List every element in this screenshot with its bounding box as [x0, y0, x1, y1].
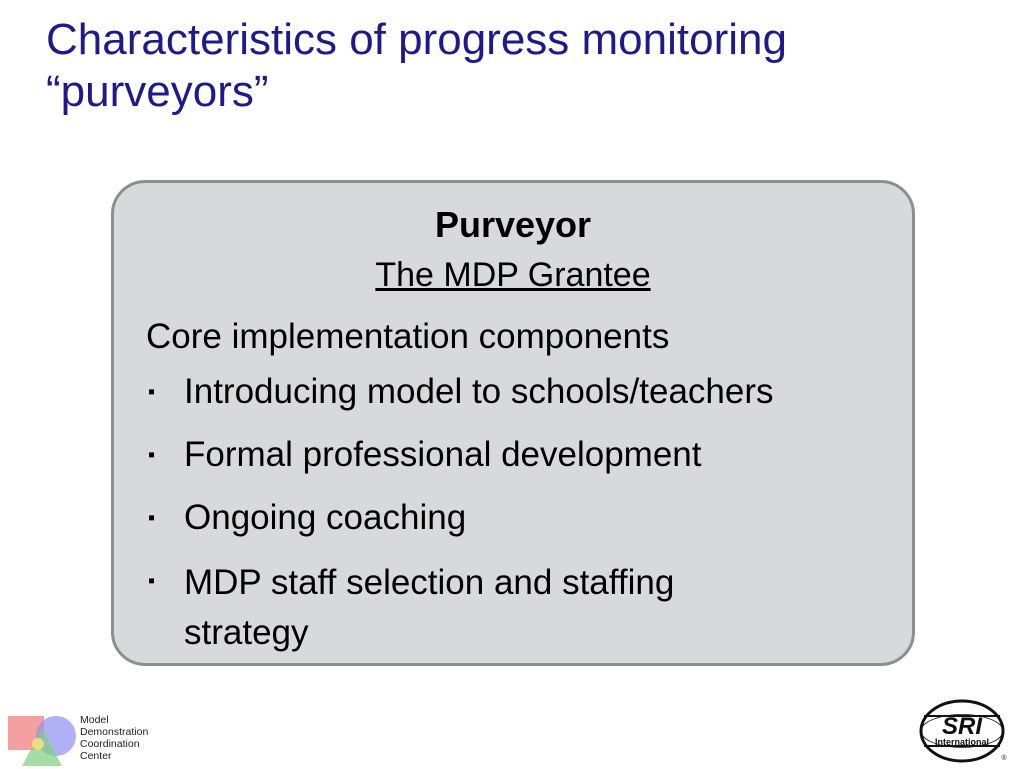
mdcc-line1: Model — [80, 714, 109, 726]
bullet-marker: ▪ — [148, 570, 156, 592]
sri-text-sub: International — [934, 737, 990, 747]
mdcc-logo — [8, 712, 168, 768]
bullet-text: MDP staff selection and staffing strategy — [184, 563, 675, 652]
bullet-marker: ▪ — [148, 381, 156, 403]
sri-text-main: SRI — [941, 713, 983, 740]
list-item — [146, 369, 906, 415]
list-item — [146, 432, 906, 478]
mdcc-line4: Center — [80, 750, 112, 762]
bullet-text: Introducing model to schools/teachers — [184, 372, 774, 411]
mdcc-line3: Coordination — [80, 738, 140, 750]
sri-logo — [918, 698, 1008, 764]
list-item — [146, 495, 906, 541]
purveyor-panel — [111, 180, 915, 666]
list-item — [146, 558, 906, 658]
slide-title-line1: Characteristics of progress monitoring — [46, 15, 787, 64]
bullet-text: Formal professional development — [184, 435, 702, 474]
bullet-marker: ▪ — [148, 444, 156, 466]
slide-title-line2: “purveyors” — [46, 67, 269, 116]
bullet-list — [146, 369, 906, 675]
bullet-text: Ongoing coaching — [184, 498, 467, 537]
panel-subheading: The MDP Grantee — [375, 256, 651, 294]
panel-heading: Purveyor — [434, 204, 592, 245]
mdcc-text — [80, 714, 170, 762]
mdcc-line2: Demonstration — [80, 726, 149, 738]
slide-title — [46, 14, 1006, 118]
bullet-marker: ▪ — [148, 507, 156, 529]
globe-logo-icon — [918, 698, 1008, 764]
overlapping-shapes-logo-icon — [8, 714, 78, 768]
sri-registered: ® — [1001, 755, 1007, 762]
section-label: Core implementation components — [146, 317, 670, 356]
